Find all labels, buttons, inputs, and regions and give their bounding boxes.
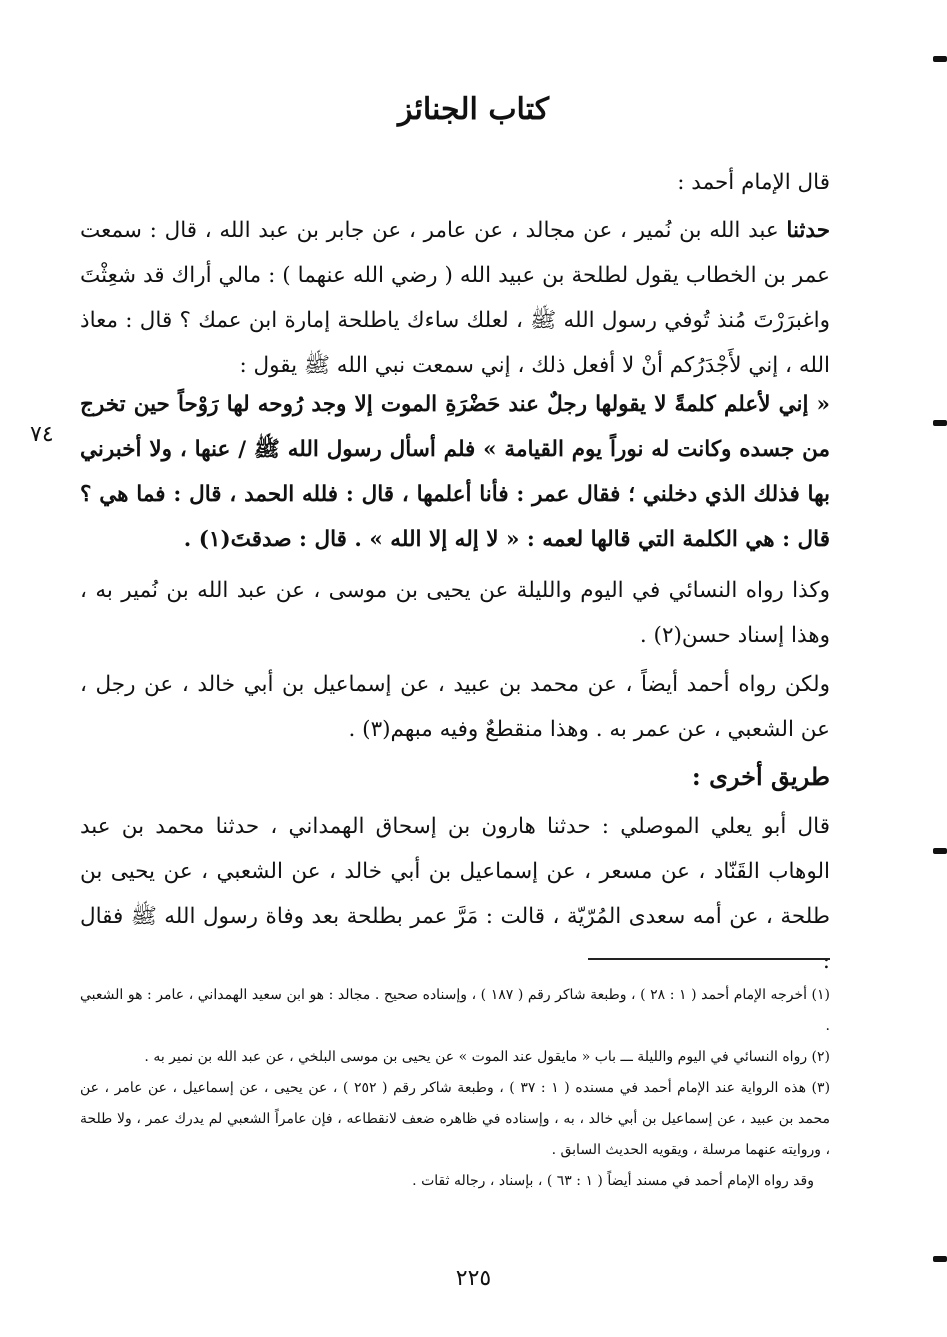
intro-line: قال الإمام أحمد : — [677, 170, 830, 195]
scan-edge-mark — [933, 848, 947, 854]
margin-page-number: ٧٤ — [30, 422, 54, 447]
footnote-3: (٣) هذه الرواية عند الإمام أحمد في مسنده ( ١ : ٣٧ ) ، وطبعة شاكر رقم ( ٢٥٢ ) ، عن يحيى ، عن إسماعيل ، عن عامر ، عن محمد بن عبيد ، عن إسماعيل بن أبي خالد ، به ، وإسناده في ظاهره ضعف لانقطاعه ، فإن عامراً الشعبي لم يدرك عمر ، ولا طلحة ، وروايته عنهما مرسلة ، ويقويه الحديث السابق . — [80, 1080, 831, 1158]
paragraph-abu-yala: قال أبو يعلي الموصلي : حدثنا هارون بن إسحاق الهمداني ، حدثنا محمد بن عبد الوهاب القَنّاد ، عن مسعر ، عن إسماعيل بن أبي خالد ، عن الشعبي ، عن يحيى بن طلحة ، عن أمه سعدى المُرّيّة ، قالت : مَرَّ عمر بطلحة بعد وفاة رسول الله ﷺ فقال : — [80, 814, 830, 974]
paragraph-hadith-chain — [80, 208, 830, 388]
paragraph-hadith-chain-text: عبد الله بن نُمير ، عن مجالد ، عن عامر ، عن جابر بن عبد الله ، قال : سمعت عمر بن الخطاب يقول لطلحة بن عبيد الله ( رضي الله عنهما ) : مالي أراك قد شعِثْتَ واغبرَرْتَ مُنذ تُوفي رسول الله ﷺ ، لعلك ساءك ياطلحة إمارة ابن عمك ؟ قال : معاذ الله ، إني لأَجْدَرُكم أنْ لا أفعل ذلك ، إني سمعت نبي الله ﷺ يقول : — [80, 218, 830, 378]
footnote-2: (٢) رواه النسائي في اليوم والليلة ـــ باب « مايقول عند الموت » عن يحيى بن موسى البلخي ، عن عبد الله بن نمير به . — [144, 1049, 830, 1065]
section-heading: طريق أخرى : — [691, 762, 830, 791]
footnote-3-continued: وقد رواه الإمام أحمد في مسند أيضاً ( ١ : ٦٣ ) ، بإسناد ، رجاله ثقات . — [412, 1173, 814, 1189]
chain-lead-word: حدثنا — [786, 218, 830, 243]
scan-edge-mark — [933, 1256, 947, 1262]
paragraph-hadith-text: « إني لأعلم كلمةً لا يقولها رجلٌ عند حَضْرَةِ الموت إلا وجد رُوحه لها رَوْحاً حين تخرج من جسده وكانت له نوراً يوم القيامة » فلم أسأل رسول الله ﷺ / عنها ، ولا أخبرني بها فذلك الذي دخلني ؛ فقال عمر : فأنا أعلمها ، قال : فلله الحمد ، قال : فما هي ؟ قال : هي الكلمة التي قالها لعمه : « لا إله إلا الله » . قال : صدقتَ(١) . — [80, 392, 830, 552]
footnote-1: (١) أخرجه الإمام أحمد ( ١ : ٢٨ ) ، وطبعة شاكر رقم ( ١٨٧ ) ، وإسناده صحيح . مجالد : هو ابن سعيد الهمداني ، عامر : هو الشعبي . — [80, 987, 831, 1034]
paragraph-nasai: وكذا رواه النسائي في اليوم والليلة عن يحيى بن موسى ، عن عبد الله بن نُمير به ، وهذا إسناد حسن(٢) . — [80, 578, 830, 648]
footnote-divider — [588, 958, 830, 960]
page-number: ٢٢٥ — [455, 1266, 492, 1291]
chapter-title: كتاب الجنائز — [397, 92, 550, 127]
scan-edge-mark — [933, 56, 947, 62]
footnotes — [80, 980, 830, 1197]
scan-edge-mark — [933, 420, 947, 426]
paragraph-ahmad: ولكن رواه أحمد أيضاً ، عن محمد بن عبيد ، عن إسماعيل بن أبي خالد ، عن رجل ، عن الشعبي ، عن عمر به . وهذا منقطعٌ وفيه مبهم(٣) . — [80, 672, 830, 742]
